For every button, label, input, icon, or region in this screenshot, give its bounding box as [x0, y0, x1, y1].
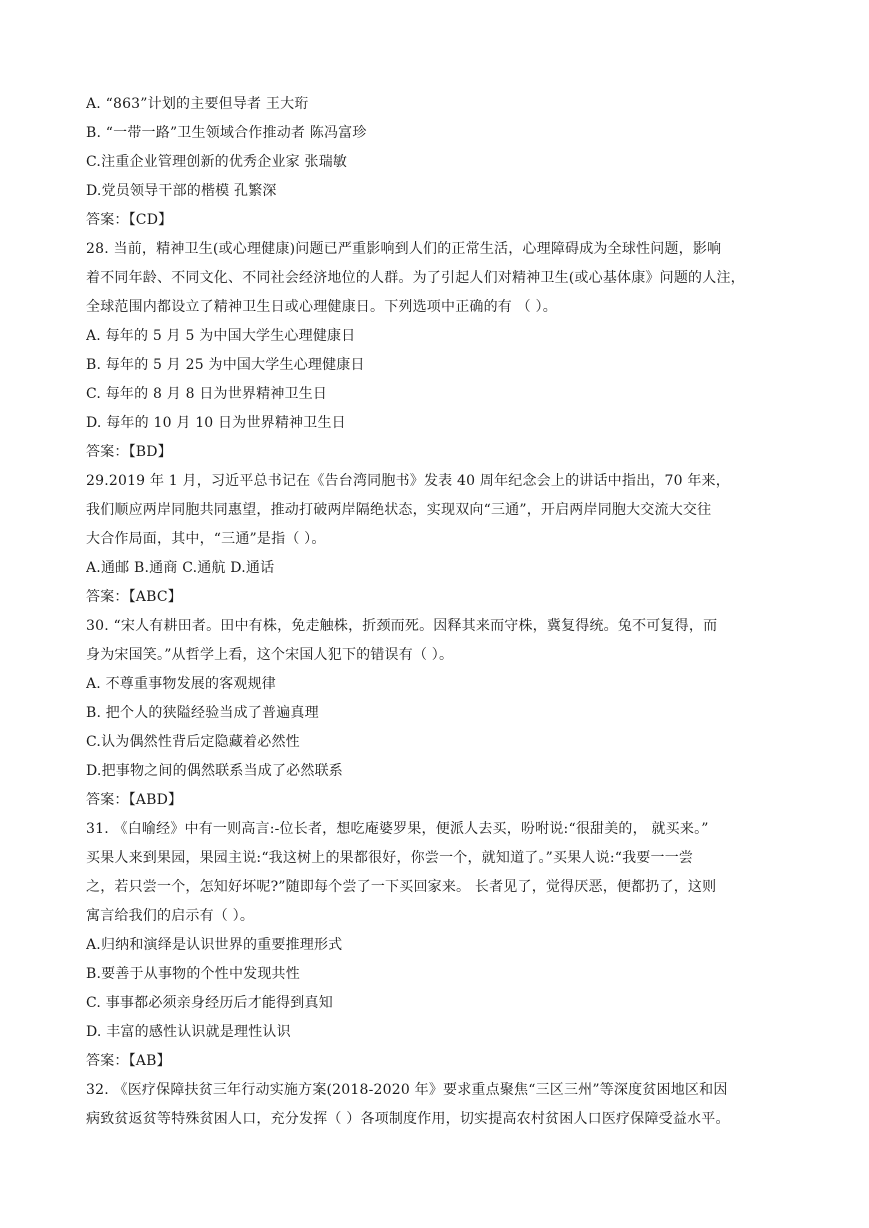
question-28-text: 28. 当前，精神卫生(或心理健康)问题已严重影响到人们的正常生活，心理障碍成为全球性问题，影响 [86, 241, 722, 257]
option-line: B. 每年的 5 月 25 为中国大学生心理健康日 [86, 357, 365, 373]
option-line: B.要善于从事物的个性中发现共性 [86, 966, 300, 982]
option-line: C.认为偶然性背后定隐藏着必然性 [86, 734, 300, 750]
question-30-text: 身为宋国笑。”从哲学上看，这个宋国人犯下的错误有（ ）。 [86, 647, 454, 663]
question-32-text: 32. 《医疗保障扶贫三年行动实施方案(2018-2020 年》要求重点聚焦“三区三州”等深度贫困地区和因 [86, 1082, 728, 1098]
option-line: A. 不尊重事物发展的客观规律 [86, 676, 277, 692]
option-line: D. 每年的 10 月 10 日为世界精神卫生日 [86, 415, 346, 431]
answer-line: 答案：【CD】 [86, 212, 173, 228]
answer-line: 答案：【ABC】 [86, 589, 182, 605]
answer-line: 答案：【BD】 [86, 444, 172, 460]
question-29-text: 大合作局面，其中，“三通”是指（ ）。 [86, 531, 326, 547]
option-line: D.党员领导干部的楷模 孔繁深 [86, 183, 277, 199]
question-31-text: 寓言给我们的启示有（ ）。 [86, 908, 255, 924]
option-line: A.通邮 B.通商 C.通航 D.通话 [86, 560, 275, 576]
question-30-text: 30. “宋人有耕田者。田中有株，免走触株，折颈而死。因释其来而守株，冀复得统。兔不可复得，而 [86, 618, 718, 634]
answer-line: 答案：【AB】 [86, 1053, 171, 1069]
answer-line: 答案：【ABD】 [86, 792, 183, 808]
option-line: B. 把个人的狭隘经验当成了普遍真理 [86, 705, 319, 721]
option-line: C. 事事都必须亲身经历后才能得到真知 [86, 995, 333, 1011]
option-line: C.注重企业管理创新的优秀企业家 张瑞敏 [86, 154, 348, 170]
question-31-text: 买果人来到果园，果园主说:“我这树上的果都很好，你尝一个，就知道了。”买果人说:“我要一一尝 [86, 850, 694, 866]
option-line: D. 丰富的感性认识就是理性认识 [86, 1024, 291, 1040]
option-line: A. 每年的 5 月 5 为中国大学生心理健康日 [86, 328, 356, 344]
question-32-text: 病致贫返贫等特殊贫困人口，充分发挥（ ）各项制度作用，切实提高农村贫困人口医疗保障受益水平。 [86, 1111, 730, 1127]
question-28-text: 全球范围内都设立了精神卫生日或心理健康日。下列选项中正确的有 （ ）。 [86, 299, 557, 315]
option-line: A. “863”计划的主要但导者 王大珩 [86, 96, 309, 112]
question-31-text: 之，若只尝一个，怎知好坏呢?”随即每个尝了一下买回家来。 长者见了，觉得厌恶，便都扔了，这则 [86, 879, 717, 895]
document-body [86, 90, 786, 1134]
question-29-text: 29.2019 年 1 月，习近平总书记在《告台湾同胞书》发表 40 周年纪念会上的讲话中指出，70 年来， [86, 473, 730, 489]
option-line: B. “一带一路”卫生领域合作推动者 陈冯富珍 [86, 125, 367, 141]
option-line: D.把事物之间的偶然联系当成了必然联系 [86, 763, 343, 779]
option-line: C. 每年的 8 月 8 日为世界精神卫生日 [86, 386, 328, 402]
question-28-text: 着不同年龄、不同文化、不同社会经济地位的人群。为了引起人们对精神卫生(或心基体康》问题的人注， [86, 270, 745, 286]
question-31-text: 31. 《白喻经》中有一则高言:-位长者，想吃庵婆罗果，便派人去买，吩咐说:“很甜美的， 就买来。” [86, 821, 709, 837]
option-line: A.归纳和演绎是认识世界的重要推理形式 [86, 937, 343, 953]
question-29-text: 我们顺应两岸同胞共同惠望，推动打破两岸隔绝状态，实现双向“三通”，开启两岸同胞大交流大交往 [86, 502, 712, 518]
